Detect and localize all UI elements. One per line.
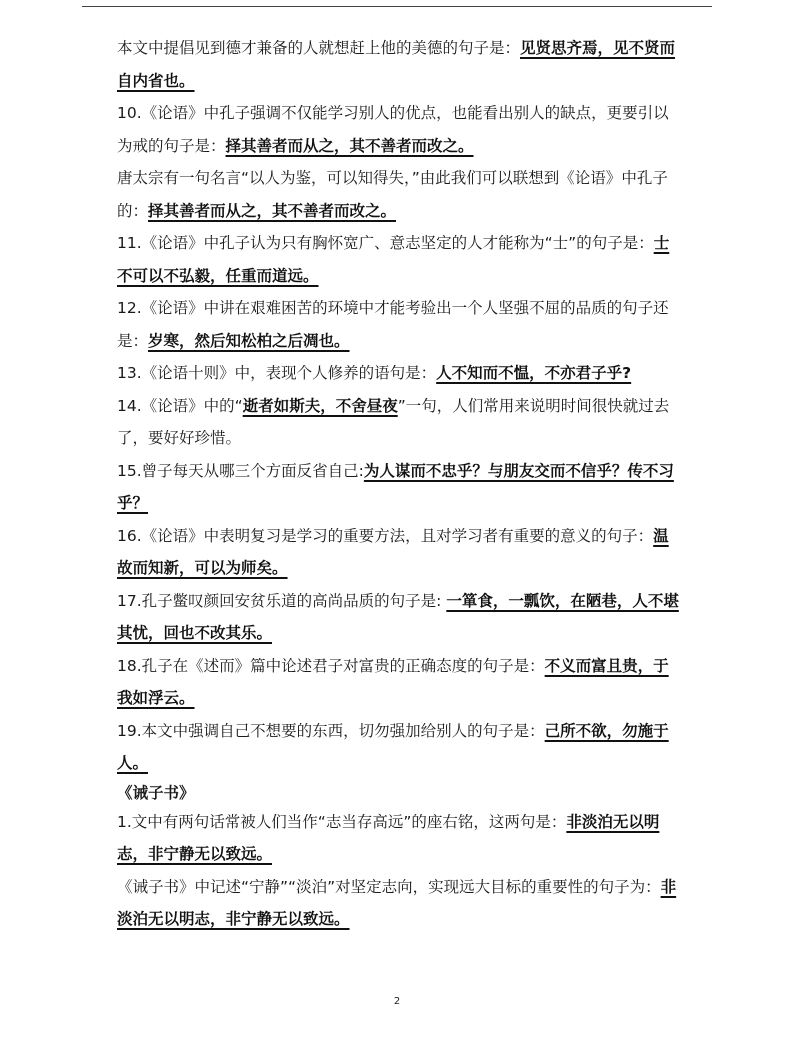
qa-item [117, 585, 683, 650]
answer-text: 不义而富且贵，于我如浮云。 [117, 656, 669, 707]
question-text: 本文中提倡见到德才兼备的人就想赶上他的美德的句子是： [117, 39, 521, 57]
answer-text: 为人谋而不忠乎？与朋友交而不信乎？传不习乎？ [117, 461, 674, 512]
answer-text: 见贤思齐焉，见不贤而自内省也。 [117, 39, 676, 90]
question-text: 15.曾子每天从哪三个方面反省自己: [117, 461, 364, 480]
qa-item [117, 357, 683, 390]
qa-item [117, 520, 683, 585]
answer-text: 己所不欲，勿施于人。 [117, 721, 669, 772]
answer-text: 岁寒，然后知松柏之后凋也。 [148, 331, 350, 350]
answer-text: 逝者如斯夫，不舍昼夜 [242, 396, 398, 415]
qa-item [117, 455, 683, 520]
question-text: 19.本文中强调自己不想要的东西，切勿强加给别人的句子是： [117, 721, 545, 740]
qa-item [117, 227, 683, 292]
question-text: 11.《论语》中孔子认为只有胸怀宽广、意志坚定的人才能称为“士”的句子是： [117, 234, 654, 252]
question-text: 12.《论语》中讲在艰难困苦的环境中才能考验出一个人坚强不屈的品质的句子还是： [117, 299, 669, 350]
document-body [117, 32, 683, 936]
question-text: 10.《论语》中孔子强调不仅能学习别人的优点，也能看出别人的缺点，更要引以为戒的句子是： [117, 104, 669, 155]
answer-text: 非淡泊无以明志，非宁静无以致远。 [117, 877, 677, 928]
section-title: 《诫子书》 [117, 783, 195, 802]
qa-item [117, 871, 683, 936]
question-text: 14.《论语》中的“ [117, 396, 243, 415]
answer-text: 温故而知新，可以为师矣。 [117, 526, 669, 577]
question-text: 《诫子书》中记述“宁静”“淡泊”对坚定志向，实现远大目标的重要性的句子为： [117, 877, 661, 896]
qa-item [117, 806, 683, 871]
answer-text: 择其善者而从之，其不善者而改之。 [225, 136, 474, 155]
answer-text: 一箪食，一瓢饮，在陋巷，人不堪其忧，回也不改其乐。 [117, 591, 679, 642]
qa-item [117, 32, 683, 97]
question-text: 13.《论语十则》中，表现个人修养的语句是： [117, 364, 437, 382]
question-text: 17.孔子鳖叹颜回安贫乐道的高尚品质的句子是: [117, 591, 447, 610]
question-text: 16.《论语》中表明复习是学习的重要方法，且对学习者有重要的意义的句子： [117, 526, 654, 545]
question-text: 唐太宗有一句名言“以人为鉴，可以知得失，”由此我们可以联想到《论语》中孔子的： [117, 169, 668, 220]
answer-text: 择其善者而从之，其不善者而改之。 [148, 201, 397, 220]
qa-item [117, 97, 683, 162]
question-text-tail: ”一句，人们常用来说明时间很快就过去了，要好好珍惜。 [117, 396, 670, 447]
qa-item [117, 715, 683, 780]
answer-text: 非淡泊无以明志，非宁静无以致远。 [117, 812, 660, 863]
qa-item [117, 162, 683, 227]
answer-text: 士不可以不弘毅，任重而道远。 [117, 234, 670, 285]
question-text: 1.文中有两句话常被人们当作“志当存高远”的座右铭，这两句是： [117, 812, 567, 831]
qa-item [117, 292, 683, 357]
question-text: 18.孔子在《述而》篇中论述君子对富贵的正确态度的句子是： [117, 656, 545, 675]
qa-list [117, 32, 683, 780]
qa-item [117, 390, 683, 455]
section-qa-list [117, 806, 683, 936]
page-number: 2 [393, 996, 401, 1007]
top-rule [82, 6, 712, 7]
qa-item [117, 650, 683, 715]
answer-text: 人不知而不愠，不亦君子乎? [436, 364, 632, 382]
